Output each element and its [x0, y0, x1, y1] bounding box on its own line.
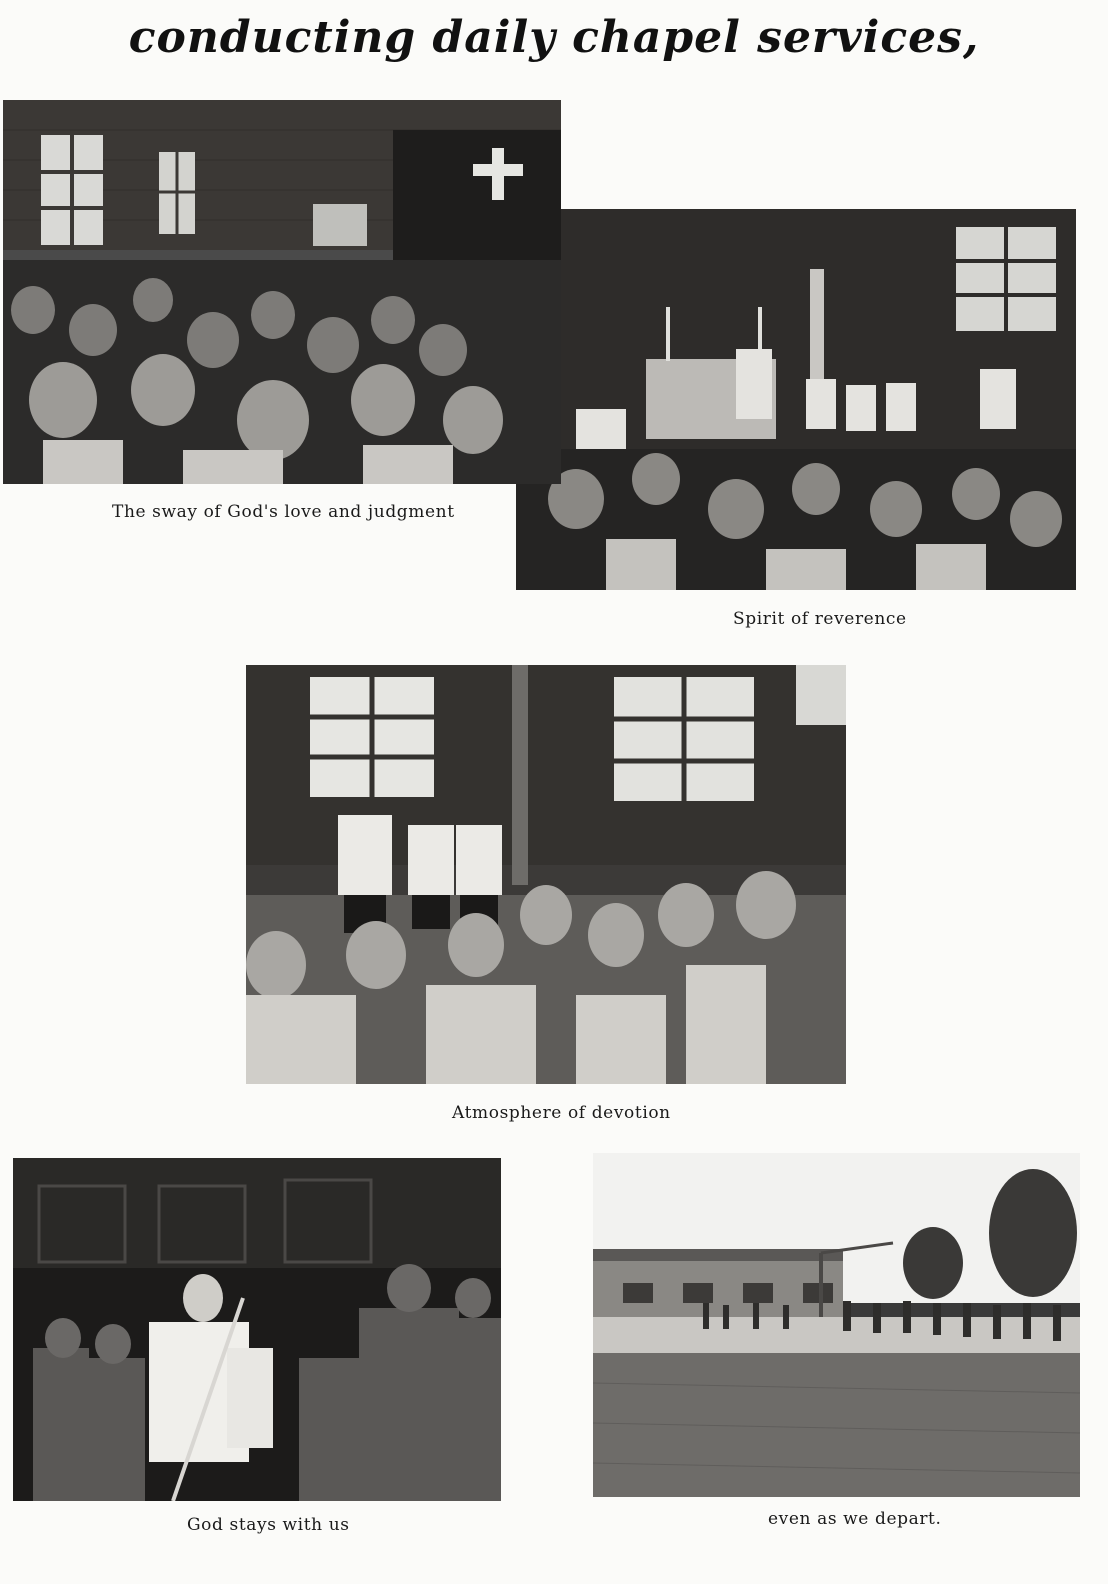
caption-kneeling-acolytes: Atmosphere of devotion: [452, 1103, 671, 1123]
photo-kneeling-acolytes: [246, 665, 846, 1084]
page-title: conducting daily chapel services,: [128, 12, 980, 63]
caption-altar-service: Spirit of reverence: [733, 609, 907, 629]
photo-acolyte-with-staff: [13, 1158, 501, 1501]
caption-acolyte-with-staff: God stays with us: [187, 1515, 350, 1535]
photo-altar-service: [516, 209, 1076, 590]
photo-students-departing: [593, 1153, 1080, 1497]
caption-students-departing: even as we depart.: [768, 1509, 942, 1529]
caption-chapel-crowd: The sway of God's love and judgment: [112, 502, 455, 522]
photo-chapel-crowd: [3, 100, 561, 484]
